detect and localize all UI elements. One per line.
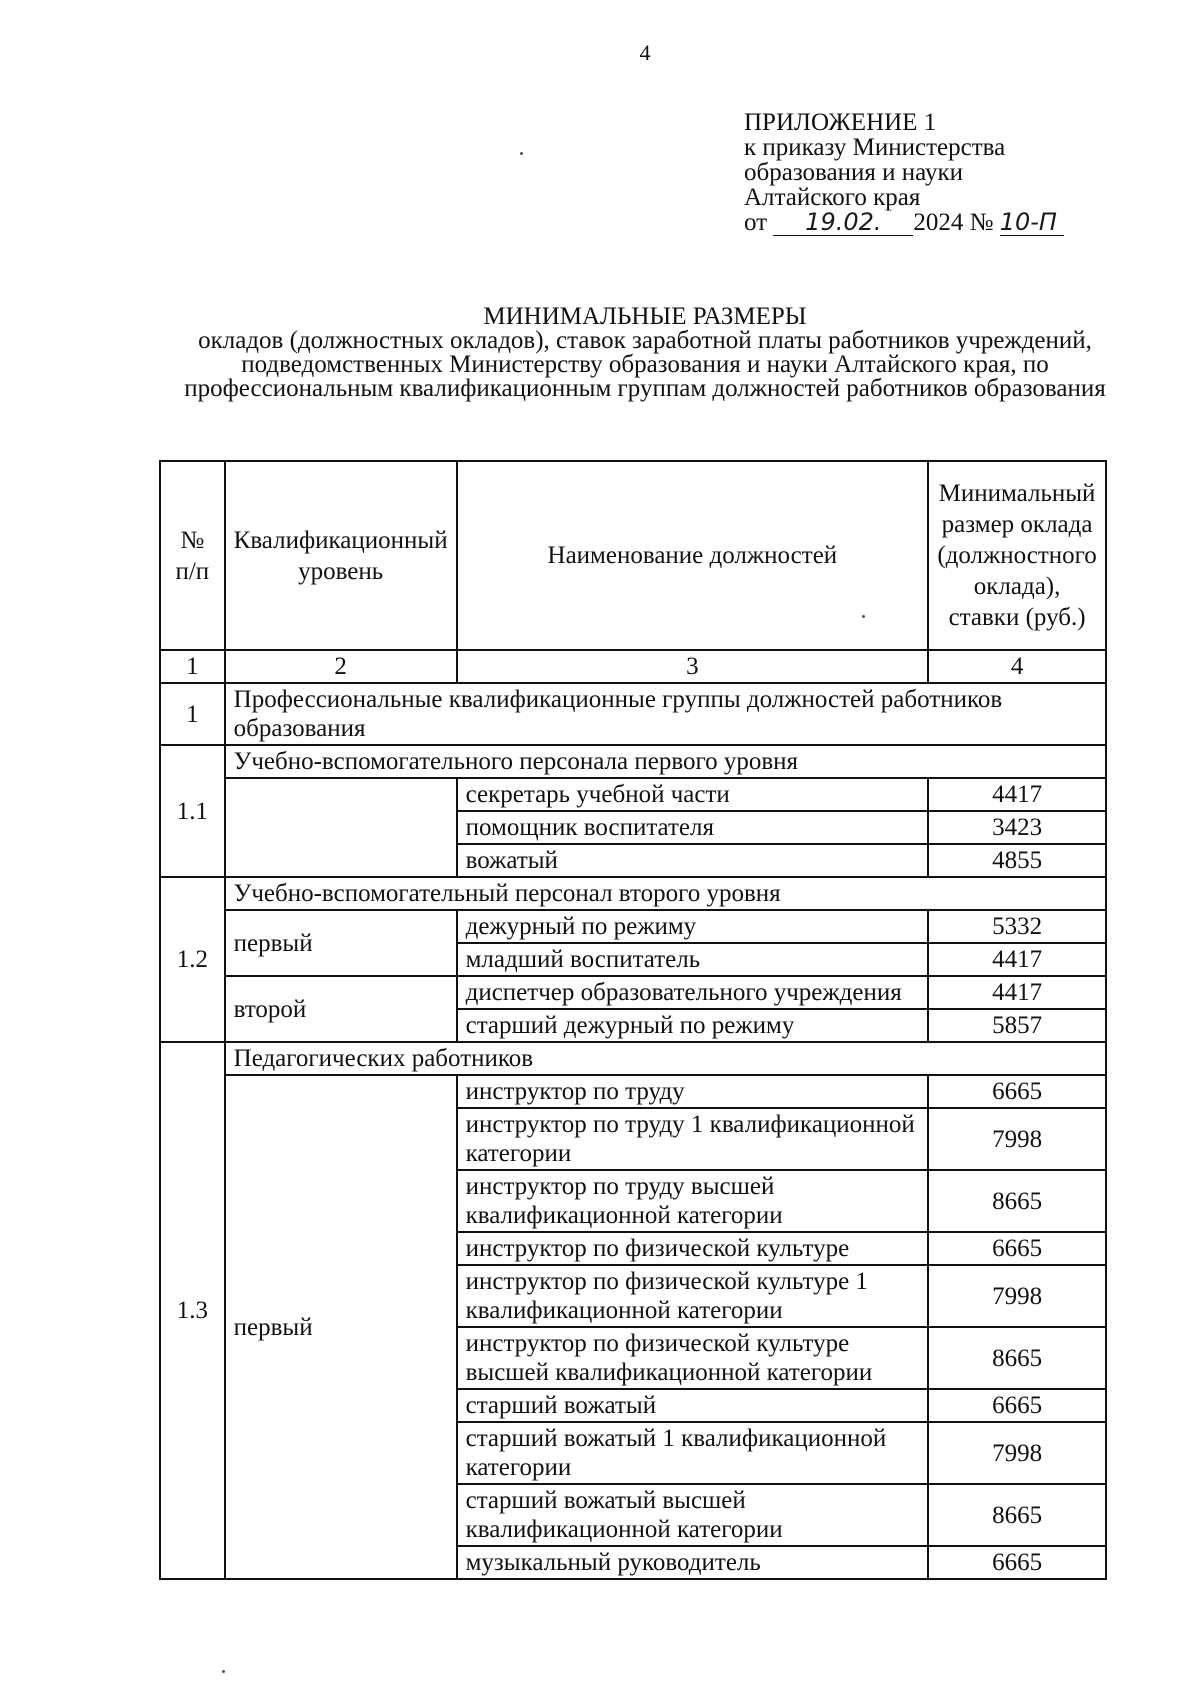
- position-cell: помощник воспитателя: [457, 811, 929, 844]
- salary-cell: 8665: [928, 1484, 1106, 1546]
- col-number: 4: [928, 650, 1106, 683]
- table-row: [160, 1075, 1106, 1108]
- salary-cell: 8665: [928, 1170, 1106, 1232]
- position-cell: инструктор по труду высшей квалификационной категории: [457, 1170, 929, 1232]
- scan-speck: [222, 1670, 225, 1673]
- section-number: 1.1: [160, 745, 225, 877]
- handwritten-order-number: 10-П: [999, 208, 1057, 236]
- handwritten-date: 19.02.: [805, 208, 882, 236]
- level-cell: первый: [225, 910, 457, 976]
- salary-cell: 8665: [928, 1327, 1106, 1389]
- header-level: Квалификационный уровень: [225, 461, 457, 650]
- position-cell: музыкальный руководитель: [457, 1546, 929, 1579]
- date-prefix: от: [744, 209, 768, 236]
- page-number: 4: [639, 40, 651, 65]
- section-title: Профессиональные квалификационные группы должностей работников образования: [225, 683, 1106, 745]
- header-position: Наименование должностей: [457, 461, 929, 650]
- appendix-title: ПРИЛОЖЕНИЕ 1: [744, 109, 937, 136]
- position-cell: старший вожатый: [457, 1389, 929, 1422]
- position-cell: младший воспитатель: [457, 943, 929, 976]
- position-cell: вожатый: [457, 844, 929, 877]
- position-cell: инструктор по физической культуре высшей квалификационной категории: [457, 1327, 929, 1389]
- salary-cell: 7998: [928, 1265, 1106, 1327]
- table-header-row: [160, 461, 1106, 650]
- position-cell: старший вожатый 1 квалификационной категории: [457, 1422, 929, 1484]
- appendix-line: образования и науки: [744, 159, 963, 186]
- level-cell: первый: [225, 1075, 457, 1579]
- salary-cell: 4417: [928, 778, 1106, 811]
- position-cell: инструктор по физической культуре 1 квалификационной категории: [457, 1265, 929, 1327]
- section-row: [160, 877, 1106, 910]
- col-number: 3: [457, 650, 929, 683]
- salary-cell: 7998: [928, 1422, 1106, 1484]
- position-cell: инструктор по труду 1 квалификационной категории: [457, 1108, 929, 1170]
- position-cell: секретарь учебной части: [457, 778, 929, 811]
- year-number: 2024 №: [913, 209, 994, 236]
- position-cell: диспетчер образовательного учреждения: [457, 976, 929, 1009]
- col-number: 1: [160, 650, 225, 683]
- section-number: 1.3: [160, 1042, 225, 1579]
- section-row: [160, 745, 1106, 778]
- title-sub: окладов (должностных окладов), ставок заработной платы работников учреждений, подведомственных Министерству образования и науки Алтайского края, по профессиональным квалификационным группам должностей работников образования: [184, 327, 1106, 402]
- salary-cell: 4855: [928, 844, 1106, 877]
- header-salary: Минимальный размер оклада (должностного оклада), ставки (руб.): [928, 461, 1106, 650]
- col-number: 2: [225, 650, 457, 683]
- salary-cell: 7998: [928, 1108, 1106, 1170]
- salary-cell: 6665: [928, 1546, 1106, 1579]
- document-title: [150, 305, 1140, 401]
- section-number: 1.2: [160, 877, 225, 1042]
- position-cell: старший дежурный по режиму: [457, 1009, 929, 1042]
- table-row: [160, 778, 1106, 811]
- scan-speck: [520, 152, 523, 155]
- table-row: [160, 910, 1106, 943]
- appendix-line: Алтайского края: [744, 184, 921, 211]
- title-main: МИНИМАЛЬНЫЕ РАЗМЕРЫ: [483, 303, 807, 330]
- section-title: Учебно-вспомогательный персонал второго уровня: [225, 877, 1106, 910]
- salary-cell: 4417: [928, 976, 1106, 1009]
- appendix-block: [744, 110, 1064, 236]
- section-title: Педагогических работников: [225, 1042, 1106, 1075]
- salary-cell: 4417: [928, 943, 1106, 976]
- salary-cell: 6665: [928, 1075, 1106, 1108]
- salary-cell: 3423: [928, 811, 1106, 844]
- section-number: 1: [160, 683, 225, 745]
- table-row: [160, 976, 1106, 1009]
- section-title: Учебно-вспомогательного персонала первого уровня: [225, 745, 1106, 778]
- section-row: [160, 1042, 1106, 1075]
- scan-speck: [862, 615, 865, 618]
- position-cell: инструктор по физической культуре: [457, 1232, 929, 1265]
- header-num: № п/п: [160, 461, 225, 650]
- position-cell: дежурный по режиму: [457, 910, 929, 943]
- position-cell: старший вожатый высшей квалификационной категории: [457, 1484, 929, 1546]
- salary-table: [159, 460, 1107, 1580]
- salary-cell: 6665: [928, 1389, 1106, 1422]
- position-cell: инструктор по труду: [457, 1075, 929, 1108]
- salary-cell: 5332: [928, 910, 1106, 943]
- section-row: [160, 683, 1106, 745]
- appendix-line: к приказу Министерства: [744, 134, 1006, 161]
- level-cell: второй: [225, 976, 457, 1042]
- appendix-date-line: [744, 210, 1064, 236]
- salary-cell: 6665: [928, 1232, 1106, 1265]
- level-cell: [225, 778, 457, 877]
- salary-cell: 5857: [928, 1009, 1106, 1042]
- column-number-row: [160, 650, 1106, 683]
